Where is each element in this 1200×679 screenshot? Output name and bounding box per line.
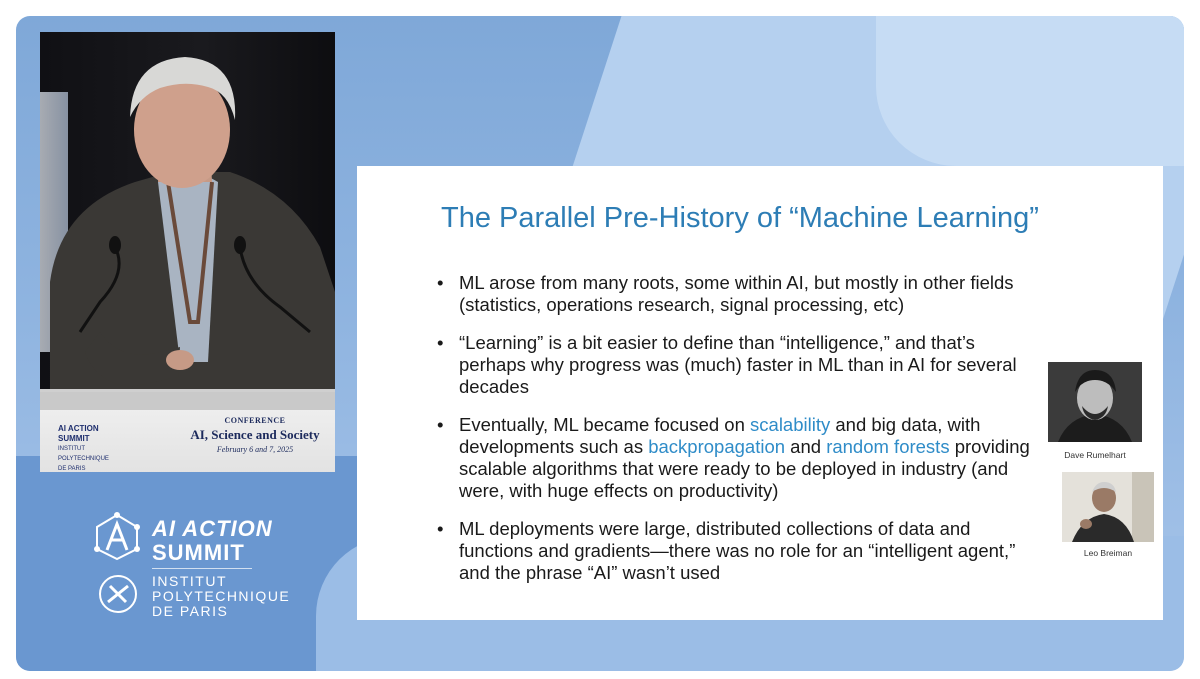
highlight-random-forests: random forests xyxy=(826,436,950,457)
bullet-item xyxy=(437,332,1037,398)
presentation-slide xyxy=(357,166,1163,620)
portrait-caption: Leo Breiman xyxy=(1083,548,1133,558)
institute-name xyxy=(152,574,290,619)
bullet-dot: • xyxy=(437,332,444,353)
brand-divider xyxy=(152,568,252,569)
podium-text xyxy=(180,416,330,454)
podium-conference: CONFERENCE xyxy=(224,416,286,425)
bullet-text: ML arose from many roots, some within AI, but mostly in other fields (statistics, operations research, signal processing, etc) xyxy=(459,272,1014,315)
bullet-text-part: and big data, with developments such as xyxy=(459,414,981,457)
podium-logo-line: SUMMIT xyxy=(58,434,90,443)
bullet-item xyxy=(437,414,1037,502)
highlight-scalability: scalability xyxy=(750,414,831,435)
bullet-item xyxy=(437,272,1037,316)
bullet-text-part: Eventually, ML became focused on xyxy=(459,414,751,435)
portrait-figure xyxy=(1062,472,1154,542)
institute-line: DE PARIS xyxy=(152,603,229,619)
portrait-figure xyxy=(1048,362,1142,442)
portrait-caption: Dave Rumelhart xyxy=(1064,450,1126,460)
brand-line: SUMMIT xyxy=(152,540,245,565)
portrait-photo xyxy=(1062,472,1154,542)
podium xyxy=(40,389,335,472)
summit-logo xyxy=(92,512,332,622)
bg-shape xyxy=(876,16,1184,166)
slide-title: The Parallel Pre-History of “Machine Learning” xyxy=(441,202,1039,234)
bullet-text: “Learning” is a bit easier to define than “intelligence,” and that’s perhaps why progress was (much) faster in ML than in AI for several decades xyxy=(459,332,1017,397)
podium-logo-line: POLYTECHNIQUE xyxy=(58,456,109,462)
bullet-text xyxy=(459,414,1030,501)
institute-seal-icon xyxy=(98,574,138,614)
podium-logo-line: AI ACTION xyxy=(58,424,99,433)
podium-date: February 6 and 7, 2025 xyxy=(216,445,294,454)
podium-logo xyxy=(58,424,109,472)
institute-line: INSTITUT xyxy=(152,573,227,589)
bullet-list xyxy=(437,272,1037,600)
bullet-item xyxy=(437,518,1037,584)
podium-logo-line: INSTITUT xyxy=(58,446,85,452)
bullet-text: ML deployments were large, distributed collections of data and functions and gradients—there was no role for an “intelligent agent,” and the phrase “AI” wasn’t used xyxy=(459,518,1016,583)
portrait-photo xyxy=(1048,362,1142,442)
bullet-text-part: and xyxy=(785,436,827,457)
podium-top xyxy=(40,392,335,410)
bullet-text-part: providing scalable algorithms that were ready to be deployed in industry (and were, with huge effects on productivity) xyxy=(459,436,1030,501)
bullet-dot: • xyxy=(437,414,444,435)
bullet-dot: • xyxy=(437,272,444,293)
brand-line: AI ACTION xyxy=(152,516,273,541)
bullet-dot: • xyxy=(437,518,444,539)
podium-logo-line: DE PARIS xyxy=(58,466,86,472)
network-icon xyxy=(92,512,142,562)
highlight-backpropagation: backpropagation xyxy=(648,436,786,457)
podium-title: AI, Science and Society xyxy=(190,427,320,442)
institute-line: POLYTECHNIQUE xyxy=(152,588,291,604)
speaker-video[interactable] xyxy=(40,32,335,472)
